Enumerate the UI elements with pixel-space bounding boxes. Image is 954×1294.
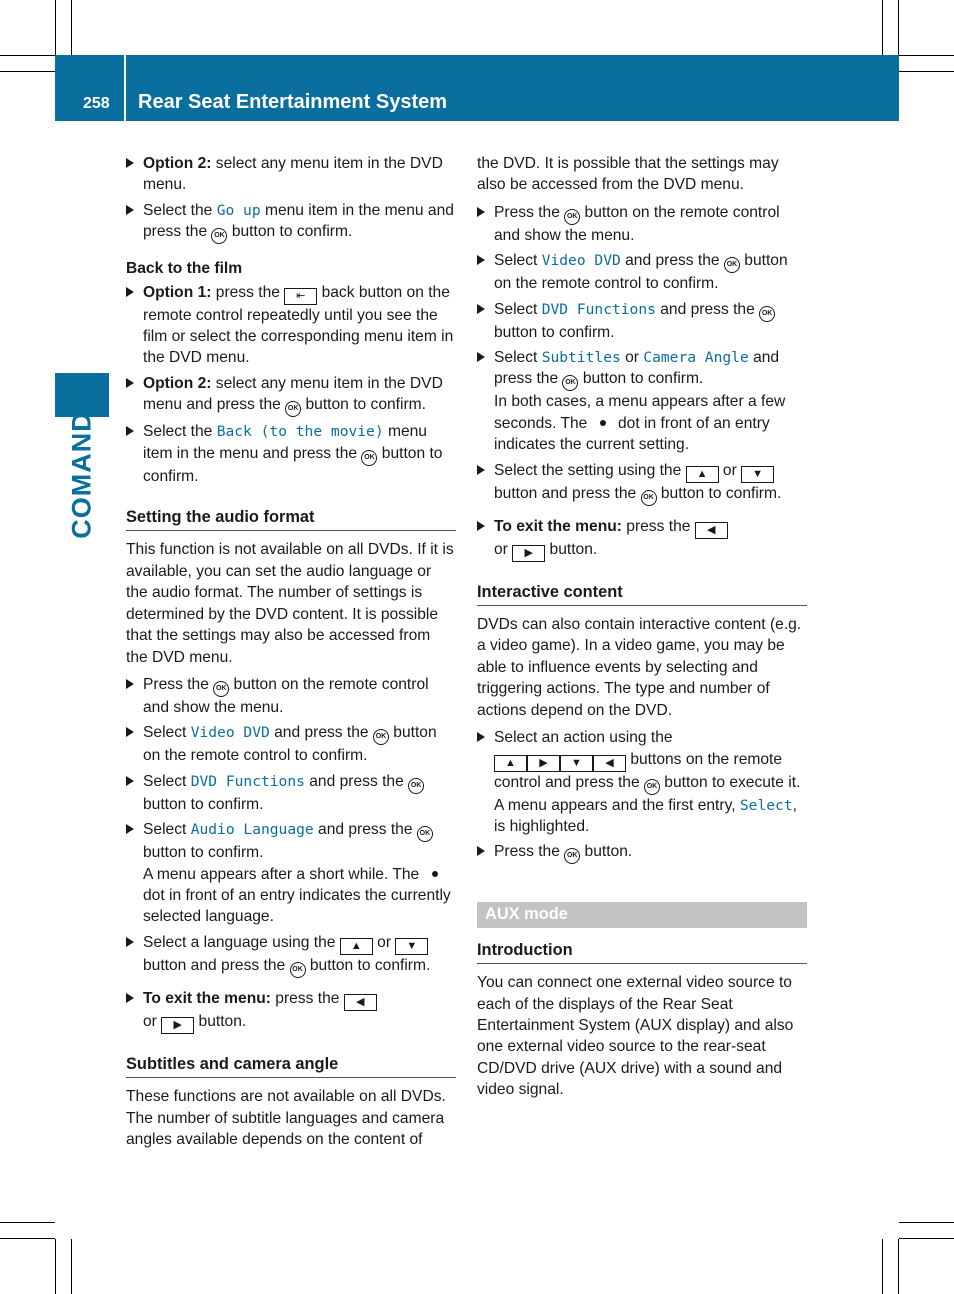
step-text: press the — [211, 283, 285, 301]
crop-mark — [899, 1238, 954, 1239]
step-text: Select — [143, 724, 191, 742]
menu-item-code: Video DVD — [190, 724, 270, 742]
section-heading: Subtitles and camera angle — [126, 1054, 456, 1078]
instruction-step — [126, 282, 456, 369]
step-text: or — [143, 1012, 162, 1030]
page-number: 258 — [83, 95, 110, 112]
ok-button-icon: OK — [564, 209, 580, 225]
step-arrow-icon — [126, 426, 134, 436]
step-text: and press the — [304, 772, 409, 790]
instruction-step — [477, 202, 807, 246]
step-text: A menu appears and the first entry, — [494, 796, 740, 814]
step-arrow-icon — [126, 679, 134, 689]
ok-button-icon: OK — [641, 490, 657, 506]
step-text: or — [620, 349, 644, 367]
step-arrow-icon — [477, 465, 485, 475]
step-arrow-icon — [126, 776, 134, 786]
instruction-step — [126, 932, 456, 978]
step-label: To exit the menu: — [494, 517, 622, 535]
ok-button-icon: OK — [644, 779, 660, 795]
step-label: Option 2: — [143, 374, 212, 392]
step-arrow-icon — [477, 207, 485, 217]
step-arrow-icon — [126, 993, 134, 1003]
section-heading: Setting the audio format — [126, 507, 456, 531]
step-text: button to confirm. — [494, 323, 615, 341]
menu-item-code: Go up — [216, 201, 261, 219]
instruction-step — [477, 250, 807, 294]
instruction-step — [126, 200, 456, 244]
up-arrow-key-icon: ▲ — [340, 938, 373, 955]
step-text: Select — [494, 349, 542, 367]
crop-mark — [0, 1238, 55, 1239]
step-text: or — [718, 461, 742, 479]
step-arrow-icon — [126, 727, 134, 737]
subheading: Back to the film — [126, 260, 243, 278]
step-text: Select the — [143, 423, 217, 441]
step-text: Select an action using the — [494, 729, 673, 747]
instruction-step — [477, 347, 807, 456]
step-arrow-icon — [126, 287, 134, 297]
ok-button-icon: OK — [285, 401, 301, 417]
step-text: and press the — [494, 349, 780, 388]
step-text: Press the — [143, 675, 214, 693]
crop-mark — [882, 1239, 883, 1294]
step-text: button. — [194, 1012, 247, 1030]
step-text: Press the — [494, 843, 565, 861]
section-heading: Interactive content — [477, 582, 807, 606]
down-arrow-key-icon: ▼ — [560, 755, 593, 772]
step-text: button to confirm. — [227, 223, 353, 241]
right-arrow-key-icon: ▶ — [161, 1017, 194, 1034]
step-text: select any menu item in the DVD menu. — [143, 155, 443, 194]
selection-dot-icon — [432, 871, 438, 877]
menu-item-code: Select — [739, 796, 793, 814]
crop-mark — [71, 1239, 72, 1294]
right-arrow-key-icon: ▶ — [512, 545, 545, 562]
ok-button-icon: OK — [724, 257, 740, 273]
crop-mark — [898, 1239, 899, 1294]
body-paragraph: You can connect one external video source to each of the displays of the Rear Seat Entertainment System (AUX display) and also one external video source to the rear-seat CD/DVD drive (AUX drive) with a sound and video signal. — [477, 974, 794, 1099]
step-arrow-icon — [126, 824, 134, 834]
step-text: button and press the — [494, 484, 641, 502]
instruction-step — [477, 460, 807, 506]
step-text: button on the remote control to confirm. — [143, 724, 437, 765]
step-text: and press the — [620, 252, 724, 270]
step-text: button to confirm. — [143, 795, 264, 813]
step-label: Option 1: — [143, 283, 212, 301]
left-arrow-key-icon: ◀ — [593, 755, 626, 772]
step-text: and press the — [269, 724, 373, 742]
instruction-step — [126, 771, 456, 815]
step-text: and press the — [313, 821, 417, 839]
body-paragraph: the DVD. It is possible that the settings may also be accessed from the DVD menu. — [477, 155, 779, 194]
step-text: button to confirm. — [143, 844, 264, 862]
step-arrow-icon — [126, 205, 134, 215]
down-arrow-key-icon: ▼ — [741, 466, 774, 483]
menu-item-code: Audio Language — [190, 821, 314, 839]
crop-mark — [71, 0, 72, 55]
left-column — [126, 153, 456, 1156]
step-text: button on the remote control and show the menu. — [494, 203, 780, 244]
step-text: button to confirm. — [305, 956, 431, 974]
crop-mark — [899, 55, 954, 56]
step-text: Select — [143, 772, 191, 790]
step-arrow-icon — [477, 352, 485, 362]
menu-item-code: Camera Angle — [643, 349, 749, 367]
step-text: button to confirm. — [143, 444, 443, 485]
page-header — [55, 55, 899, 121]
menu-item-code: Subtitles — [541, 349, 621, 367]
body-paragraph: DVDs can also contain interactive content (e.g. a video game). In a video game, you may be able to influence events by selecting and triggering actions. The type and number of actions depend on the DVD. — [477, 616, 802, 719]
back-button-icon: ⇤ — [284, 288, 317, 305]
step-text: Select the setting using the — [494, 461, 686, 479]
menu-item-code: DVD Functions — [541, 300, 656, 318]
header-divider — [124, 55, 126, 121]
crop-mark — [0, 1222, 55, 1223]
step-text: Press the — [494, 203, 565, 221]
step-label: Option 2: — [143, 155, 212, 172]
body-paragraph: This function is not available on all DVDs. If it is available, you can set the audio language or the audio format. The number of settings is determined by the DVD content. It is possible that the settings may also be accessed from the DVD menu. — [126, 541, 454, 666]
step-text: button. — [580, 843, 633, 861]
page-title: Rear Seat Entertainment System — [138, 91, 448, 113]
up-arrow-key-icon: ▲ — [686, 466, 719, 483]
step-text: button to confirm. — [301, 396, 426, 414]
step-arrow-icon — [126, 937, 134, 947]
instruction-step — [126, 373, 456, 417]
step-text: In both cases, a menu appears after a few seconds. The — [494, 393, 786, 432]
step-arrow-icon — [477, 304, 485, 314]
crop-mark — [55, 1239, 56, 1294]
crop-mark — [882, 0, 883, 55]
step-text: or — [494, 540, 513, 558]
side-section-label: COMAND — [66, 411, 97, 539]
instruction-step — [126, 819, 456, 928]
step-arrow-icon — [126, 378, 134, 388]
instruction-step — [126, 988, 456, 1034]
section-heading: Introduction — [477, 940, 807, 964]
instruction-step — [126, 674, 456, 718]
step-text: dot in front of an entry indicates the currently selected language. — [143, 886, 451, 926]
aux-mode-heading: AUX mode — [477, 902, 807, 927]
ok-button-icon: OK — [562, 375, 578, 391]
ok-button-icon: OK — [213, 681, 229, 697]
crop-mark — [898, 0, 899, 55]
step-text: and press the — [655, 300, 760, 318]
step-text: menu item in the menu and press the — [143, 423, 427, 462]
instruction-step — [477, 727, 807, 837]
selection-dot-icon — [600, 420, 606, 426]
ok-button-icon: OK — [290, 962, 306, 978]
menu-item-code: Back (to the movie) — [216, 423, 384, 441]
step-arrow-icon — [477, 846, 485, 856]
step-arrow-icon — [126, 158, 134, 168]
ok-button-icon: OK — [759, 306, 775, 322]
crop-mark — [899, 71, 954, 72]
step-text: Select — [143, 821, 191, 839]
step-text: Select — [494, 300, 542, 318]
ok-button-icon: OK — [211, 228, 227, 244]
step-text: button to confirm. — [656, 484, 782, 502]
step-text: button to confirm. — [578, 370, 704, 388]
step-text: menu item in the menu and press the — [143, 201, 454, 241]
instruction-step — [477, 841, 807, 864]
left-arrow-key-icon: ◀ — [344, 994, 377, 1011]
ok-button-icon: OK — [408, 778, 424, 794]
instruction-step — [477, 516, 807, 562]
up-arrow-key-icon: ▲ — [494, 755, 527, 772]
step-label: To exit the menu: — [143, 989, 271, 1007]
step-text: A menu appears after a short while. The — [143, 865, 424, 883]
crop-mark — [0, 55, 55, 56]
step-text: , is highlighted. — [494, 796, 797, 835]
step-text: Select — [494, 252, 542, 270]
step-text: back button on the remote control repeatedly until you see the film or select the corresponding menu item in the DVD menu. — [143, 283, 454, 367]
body-paragraph: These functions are not available on all DVDs. The number of subtitle languages and camera angles available depends on the content of — [126, 1088, 446, 1148]
step-text: button. — [545, 540, 598, 558]
step-arrow-icon — [477, 255, 485, 265]
down-arrow-key-icon: ▼ — [395, 938, 428, 955]
menu-item-code: Video DVD — [541, 252, 621, 270]
ok-button-icon: OK — [564, 848, 580, 864]
step-text: press the — [270, 989, 344, 1007]
step-text: button and press the — [143, 956, 290, 974]
step-text: Select the — [143, 201, 217, 219]
step-text: button to execute it. — [659, 773, 801, 791]
instruction-step — [477, 299, 807, 343]
step-text: or — [372, 933, 396, 951]
ok-button-icon: OK — [373, 729, 389, 745]
step-text: button on the remote control and show the menu. — [143, 675, 429, 716]
instruction-step — [126, 421, 456, 487]
step-arrow-icon — [477, 732, 485, 742]
step-text: select any menu item in the DVD menu and press the — [143, 374, 443, 414]
ok-button-icon: OK — [417, 826, 433, 842]
crop-mark — [0, 71, 55, 72]
crop-mark — [55, 0, 56, 55]
right-arrow-key-icon: ▶ — [527, 755, 560, 772]
step-text: buttons on the remote control and press the — [494, 750, 783, 791]
step-text: button on the remote control to confirm. — [494, 252, 788, 293]
instruction-step — [126, 153, 456, 196]
crop-mark — [899, 1222, 954, 1223]
menu-item-code: DVD Functions — [190, 772, 305, 790]
instruction-step — [126, 722, 456, 766]
step-arrow-icon — [477, 521, 485, 531]
left-arrow-key-icon: ◀ — [695, 522, 728, 539]
step-text: dot in front of an entry indicates the current setting. — [494, 414, 770, 454]
step-text: press the — [621, 517, 695, 535]
ok-button-icon: OK — [361, 450, 377, 466]
step-text: Select a language using the — [143, 933, 340, 951]
right-column — [477, 153, 807, 1107]
